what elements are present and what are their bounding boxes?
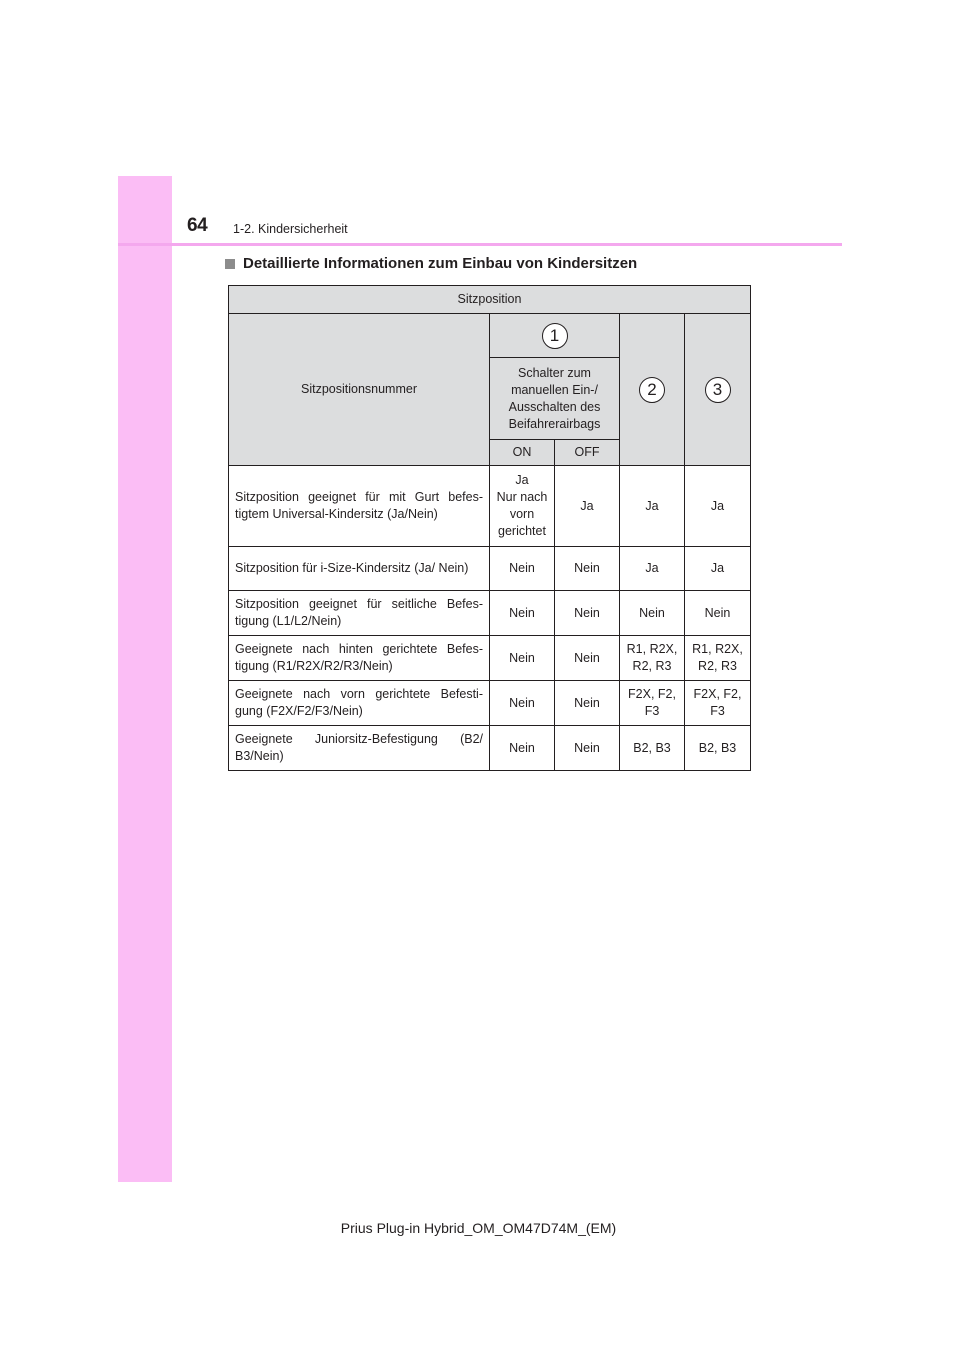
cell-seat3: B2, B3 (685, 726, 751, 771)
table-row (229, 681, 751, 726)
cell-line: gerichtet (498, 524, 546, 538)
cell-seat1-on (490, 466, 555, 547)
row-label: Sitzposition für i-Size-Kindersitz (Ja/ Nein) (229, 547, 490, 591)
chapter-side-band (118, 176, 172, 1182)
cell-line: Nur nach vorn (496, 490, 548, 521)
cell-seat2: Ja (620, 547, 685, 591)
cell-seat2: F2X, F2, F3 (620, 681, 685, 726)
seat-2-header (620, 314, 685, 466)
cell-seat3: F2X, F2, F3 (685, 681, 751, 726)
cell-seat1-on: Nein (490, 726, 555, 771)
section-heading-text: Detaillierte Informationen zum Einbau von Kindersitzen (243, 255, 638, 272)
table-row (229, 591, 751, 636)
airbag-switch-header: Schalter zum manuellen Ein-/ Ausschalten des Beifahrerairbags (490, 358, 620, 440)
table-row (229, 547, 751, 591)
seat-2-number-icon: 2 (639, 377, 665, 403)
footer-text: Prius Plug-in Hybrid_OM_OM47D74M_(EM) (340, 1220, 617, 1236)
seat-1-header (490, 314, 620, 358)
cell-seat1-off: Nein (555, 636, 620, 681)
row-label: Geeignete nach hinten gerichtete Befes-tigung (R1/R2X/R2/R3/Nein) (229, 636, 490, 681)
header-rule (118, 243, 842, 246)
cell-seat1-off: Nein (555, 681, 620, 726)
square-bullet-icon (225, 259, 235, 269)
section-heading (225, 255, 637, 272)
cell-seat2: Nein (620, 591, 685, 636)
row-label: Sitzposition geeignet für seitliche Befes-tigung (L1/L2/Nein) (229, 591, 490, 636)
cell-seat1-on: Nein (490, 591, 555, 636)
row-label: Geeignete Juniorsitz-Befestigung (B2/ B3/Nein) (229, 726, 490, 771)
child-seat-table (228, 285, 751, 771)
table-row (229, 466, 751, 547)
cell-seat1-off: Nein (555, 726, 620, 771)
cell-seat1-off: Ja (555, 466, 620, 547)
cell-seat2: B2, B3 (620, 726, 685, 771)
footer-document-id (0, 1220, 960, 1236)
seat-3-number-icon: 3 (705, 377, 731, 403)
cell-seat1-on: Nein (490, 636, 555, 681)
cell-line: Ja (515, 473, 529, 487)
table-row (229, 726, 751, 771)
cell-seat3: Ja (685, 466, 751, 547)
row-label: Geeignete nach vorn gerichtete Befesti-gung (F2X/F2/F3/Nein) (229, 681, 490, 726)
seat-3-header (685, 314, 751, 466)
cell-seat3: R1, R2X, R2, R3 (685, 636, 751, 681)
table-title: Sitzposition (229, 286, 751, 314)
cell-seat1-off: Nein (555, 547, 620, 591)
breadcrumb: 1-2. Kindersicherheit (233, 222, 348, 236)
cell-seat2: Ja (620, 466, 685, 547)
cell-seat1-on: Nein (490, 547, 555, 591)
cell-seat1-off: Nein (555, 591, 620, 636)
page-number: 64 (187, 215, 208, 236)
cell-seat1-on: Nein (490, 681, 555, 726)
seat-number-row-header: Sitzpositionsnummer (229, 314, 490, 466)
switch-off-header: OFF (555, 440, 620, 466)
switch-on-header: ON (490, 440, 555, 466)
cell-seat3: Ja (685, 547, 751, 591)
table-row (229, 636, 751, 681)
seat-1-number-icon: 1 (542, 323, 568, 349)
cell-seat3: Nein (685, 591, 751, 636)
row-label: Sitzposition geeignet für mit Gurt befes-tigtem Universal-Kindersitz (Ja/Nein) (229, 466, 490, 547)
cell-seat2: R1, R2X, R2, R3 (620, 636, 685, 681)
